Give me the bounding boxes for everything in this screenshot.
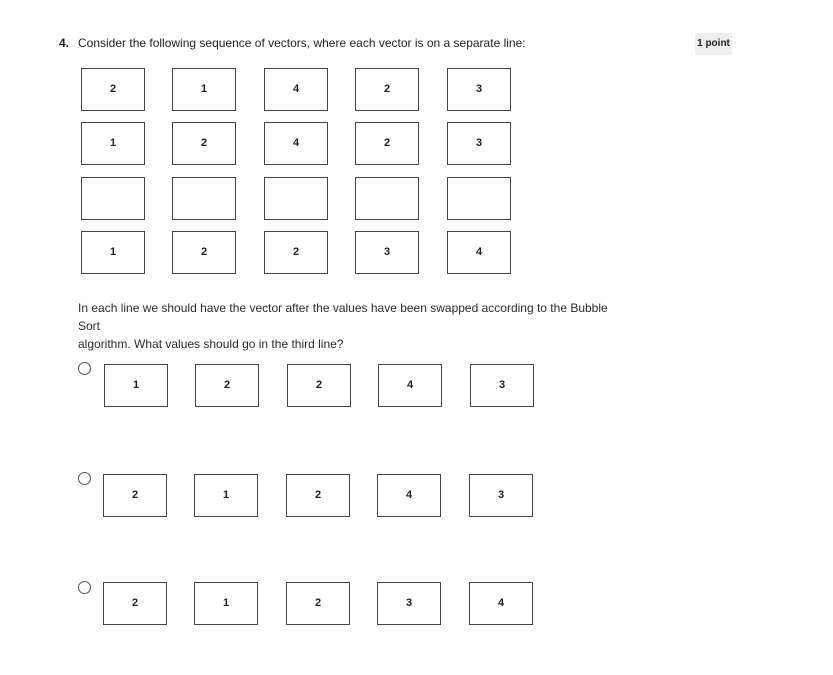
vector-cell: 1 xyxy=(81,231,145,274)
vector-cell: 4 xyxy=(264,122,328,165)
option-cell: 1 xyxy=(194,474,258,517)
question-number: 4. xyxy=(59,36,70,50)
vector-cell: 1 xyxy=(172,68,236,111)
option-cell: 2 xyxy=(287,364,351,407)
vector-cell: 4 xyxy=(264,68,328,111)
option-cell: 2 xyxy=(103,582,167,625)
vector-cell-empty xyxy=(355,177,419,220)
option-cell: 4 xyxy=(378,364,442,407)
option-c-radio[interactable] xyxy=(78,581,91,594)
question-explanation xyxy=(78,299,618,353)
option-cell: 3 xyxy=(377,582,441,625)
vector-cell: 3 xyxy=(355,231,419,274)
option-cell: 1 xyxy=(194,582,258,625)
option-b-radio[interactable] xyxy=(78,472,91,485)
option-cell: 4 xyxy=(377,474,441,517)
vector-cell-empty xyxy=(172,177,236,220)
option-cell: 3 xyxy=(470,364,534,407)
option-cell: 1 xyxy=(104,364,168,407)
vector-cell: 3 xyxy=(447,122,511,165)
option-cell: 2 xyxy=(286,582,350,625)
vector-cell-empty xyxy=(81,177,145,220)
vector-cell-empty xyxy=(264,177,328,220)
points-badge: 1 point xyxy=(695,33,732,55)
explanation-line: In each line we should have the vector after the values have been swapped according to the Bubble Sort xyxy=(78,301,608,333)
option-cell: 2 xyxy=(103,474,167,517)
vector-cell: 2 xyxy=(172,122,236,165)
explanation-line: algorithm. What values should go in the third line? xyxy=(78,337,344,351)
option-cell: 4 xyxy=(469,582,533,625)
vector-cell: 2 xyxy=(81,68,145,111)
vector-cell: 1 xyxy=(81,122,145,165)
vector-cell-empty xyxy=(447,177,511,220)
option-cell: 3 xyxy=(469,474,533,517)
option-a-radio[interactable] xyxy=(78,362,91,375)
vector-cell: 2 xyxy=(355,122,419,165)
question-prompt: Consider the following sequence of vectors, where each vector is on a separate line: xyxy=(78,36,526,50)
vector-cell: 4 xyxy=(447,231,511,274)
vector-cell: 2 xyxy=(172,231,236,274)
option-cell: 2 xyxy=(195,364,259,407)
vector-cell: 3 xyxy=(447,68,511,111)
vector-cell: 2 xyxy=(264,231,328,274)
option-cell: 2 xyxy=(286,474,350,517)
vector-cell: 2 xyxy=(355,68,419,111)
